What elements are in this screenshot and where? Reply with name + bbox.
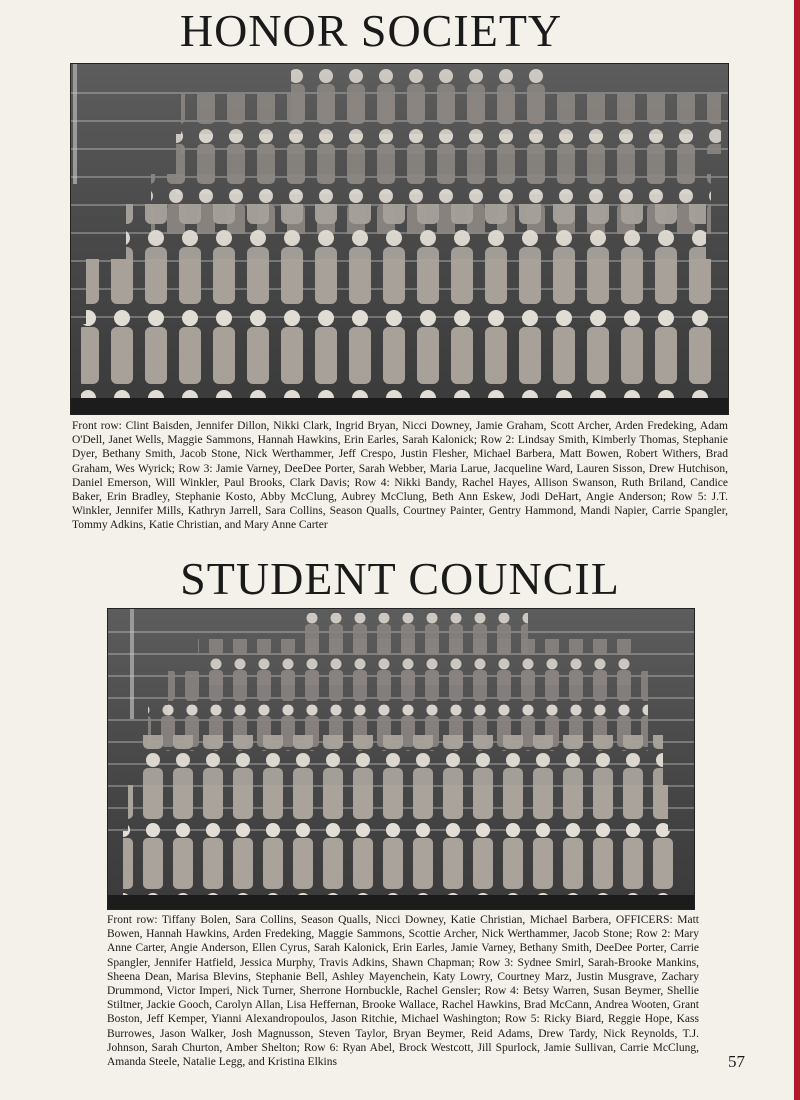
students-silhouettes xyxy=(71,64,728,414)
honor-society-caption: Front row: Clint Baisden, Jennifer Dillon, Nikki Clark, Ingrid Bryan, Nicci Downey, Jamie Graham, Scott Archer, Arden Fredeking, Adam O'Dell, Janet Wells, Maggie Sammons, Hannah Hawkins, Erin Earles, Sarah Kalonick; Row 2: Lindsay Smith, Kimberly Thomas, Stephanie Dyer, Bethany Smith, Jacob Stone, Nick Werthammer, Jeff Crespo, Justin Flesher, Michael Barbera, Matt Bowen, Robert Withers, Brad Graham, Wes Wyrick; Row 3: Jamie Varney, DeeDee Porter, Sarah Webber, Maria Larue, Jacqueline Ward, Lauren Sisson, Drew Hutchison, Daniel Emerson, Will Winkler, Paul Brooks, Clark Davis; Row 4: Nikki Bandy, Rachel Hayes, Allison Swanson, Ruth Briland, Candice Baker, Erin Bradley, Stephanie Kosto, Abby McClung, Aubrey McClung, Beth Ann Eskew, Jodi DeHart, Angie Anderson; Row 5: J.T. Winkler, Jennifer Mills, Kathryn Jarrell, Sara Collins, Season Qualls, Courtney Painter, Gentry Hammond, Mandi Napier, Carrie Spangler, Tommy Adkins, Katie Christian, and Mary Anne Carter xyxy=(72,420,728,532)
page-spine-edge xyxy=(794,0,800,1100)
gym-floor xyxy=(71,398,728,414)
honor-society-title: HONOR SOCIETY xyxy=(179,5,563,56)
council-students-silhouettes xyxy=(108,609,694,909)
page-number: 57 xyxy=(728,1052,745,1071)
honor-society-group-photo xyxy=(70,63,729,415)
student-council-caption: Front row: Tiffany Bolen, Sara Collins, Season Qualls, Nicci Downey, Katie Christian, Michael Barbera, OFFICERS: Matt Bowen, Hannah Hawkins, Arden Fredeking, Maggie Sammons, Scottie Archer, Nick Werthammer, Jacob Stone; Row 2: Mary Anne Carter, Angie Anderson, Ellen Cyrus, Sarah Kalonick, Erin Earles, Jamie Varney, Bethany Smith, DeeDee Porter, Carrie Spangler, Jennifer Hatfield, Jessica Murphy, Travis Adkins, Shawn Chapman; Row 3: Sydnee Smirl, Sarah-Brooke Mankins, Sheena Dean, Marisa Blevins, Stephanie Bell, Ashley Mayenchein, Katy Lowry, Courtney Marz, Justin Musgrave, Zachary Drummond, Victor Imperi, Nick Turner, Sherrone Hornbuckle, Rachel Gensler; Row 4: Betsy Warren, Susan Beymer, Shellie Stiltner, Jackie Gooch, Carolyn Allan, Lisa Heffernan, Brooke Wallace, Rachel Hawkins, Brad McCann, Andrea Wooten, Grant Boston, Jeff Kemper, Yianni Alexandropoulos, Jason Ritchie, Michael Washington; Row 5: Ricky Biard, Reggie Hope, Kass Burrowes, Jason Walker, Josh Magnusson, Steven Taylor, Bryan Beymer, Reid Adams, Drew Tardy, Nick Reynolds, T.J. Johnson, Sarah Churton, Amber Shelton; Row 6: Ryan Abel, Brock Westcott, Jill Spurlock, Jamie Sullivan, Carrie McClung, Amanda Steele, Natalie Legg, and Kristina Elkins xyxy=(107,914,699,1069)
student-council-group-photo xyxy=(107,608,695,910)
student-council-title: STUDENT COUNCIL xyxy=(180,553,620,604)
gym-floor xyxy=(108,895,694,909)
